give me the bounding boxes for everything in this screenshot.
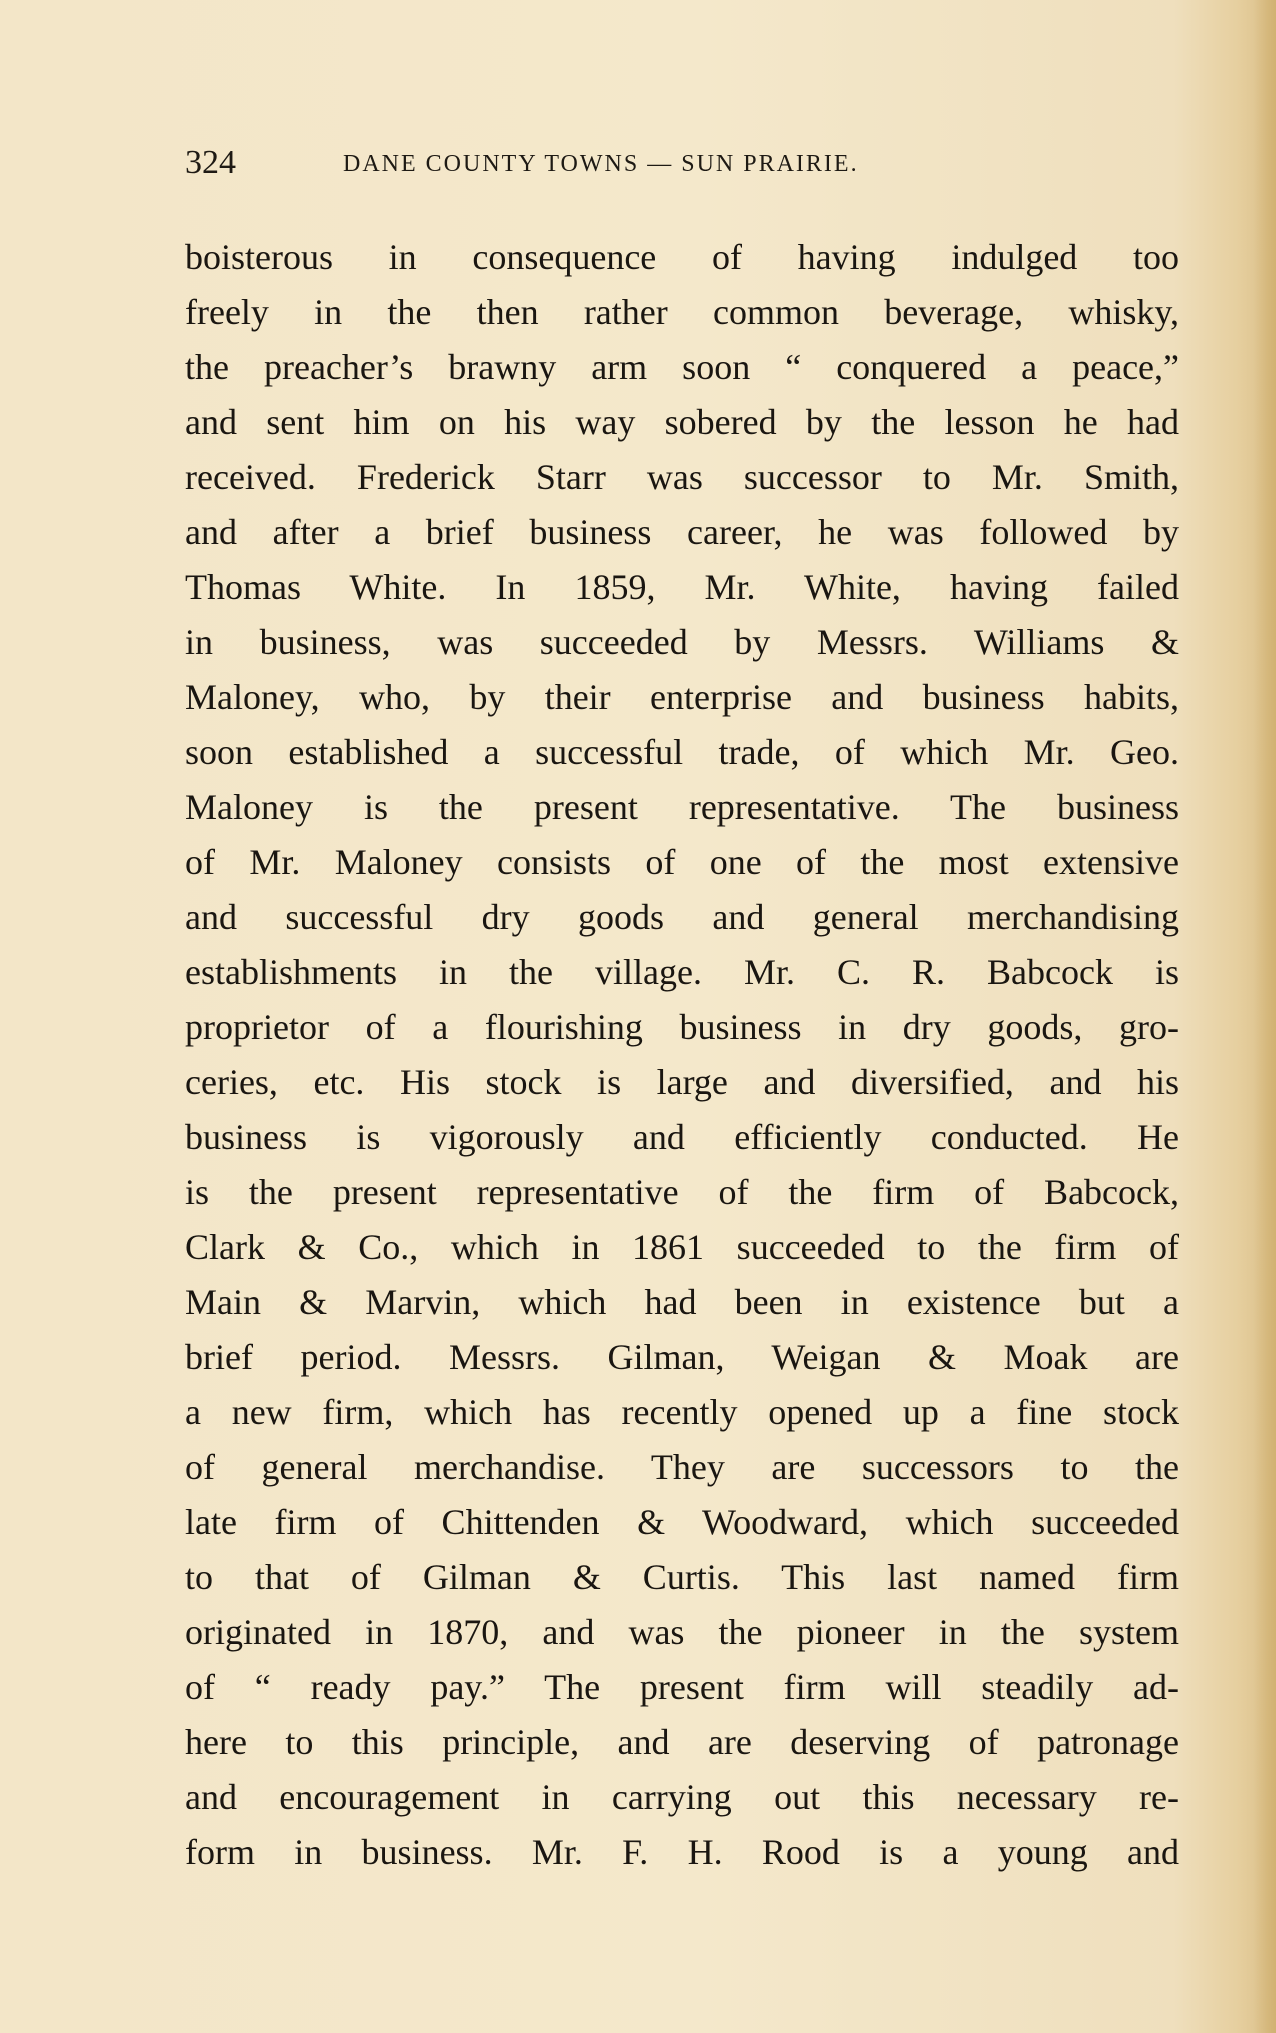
running-head-title: DANE COUNTY TOWNS — SUN PRAIRIE. xyxy=(343,151,859,177)
text-line: ceries, etc. His stock is large and diversified, and his xyxy=(185,1062,1179,1102)
text-line: received. Frederick Starr was successor to Mr. Smith, xyxy=(185,457,1179,497)
text-line: proprietor of a flourishing business in dry goods, gro- xyxy=(185,1007,1179,1047)
text-line: brief period. Messrs. Gilman, Weigan & Moak are xyxy=(185,1337,1179,1377)
text-line: Thomas White. In 1859, Mr. White, having failed xyxy=(185,567,1179,607)
text-line: a new firm, which has recently opened up a fine stock xyxy=(185,1392,1179,1432)
text-line: of Mr. Maloney consists of one of the most extensive xyxy=(185,842,1179,882)
text-line: business is vigorously and efficiently conducted. He xyxy=(185,1117,1179,1157)
text-line: of “ ready pay.” The present firm will steadily ad- xyxy=(185,1667,1179,1707)
text-line: soon established a successful trade, of which Mr. Geo. xyxy=(185,732,1179,772)
text-line: establishments in the village. Mr. C. R. Babcock is xyxy=(185,952,1179,992)
text-line: the preacher’s brawny arm soon “ conquered a peace,” xyxy=(185,347,1179,387)
text-line: is the present representative of the firm of Babcock, xyxy=(185,1172,1179,1212)
text-line: originated in 1870, and was the pioneer in the system xyxy=(185,1612,1179,1652)
running-head xyxy=(185,138,1185,188)
text-line: and after a brief business career, he was followed by xyxy=(185,512,1179,552)
text-line: boisterous in consequence of having indulged too xyxy=(185,237,1179,277)
text-line: and encouragement in carrying out this necessary re- xyxy=(185,1777,1179,1817)
text-line: freely in the then rather common beverage, whisky, xyxy=(185,292,1179,332)
page-edge-shadow xyxy=(1254,0,1276,2033)
text-line: form in business. Mr. F. H. Rood is a young and xyxy=(185,1832,1179,1872)
text-line: Clark & Co., which in 1861 succeeded to the firm of xyxy=(185,1227,1179,1267)
text-line: Main & Marvin, which had been in existence but a xyxy=(185,1282,1179,1322)
text-line: Maloney, who, by their enterprise and business habits, xyxy=(185,677,1179,717)
text-line: late firm of Chittenden & Woodward, which succeeded xyxy=(185,1502,1179,1542)
text-line: and successful dry goods and general merchandising xyxy=(185,897,1179,937)
text-line: to that of Gilman & Curtis. This last named firm xyxy=(185,1557,1179,1597)
text-line: of general merchandise. They are successors to the xyxy=(185,1447,1179,1487)
text-line: and sent him on his way sobered by the lesson he had xyxy=(185,402,1179,442)
text-line: Maloney is the present representative. The business xyxy=(185,787,1179,827)
text-line: in business, was succeeded by Messrs. Williams & xyxy=(185,622,1179,662)
body-text xyxy=(185,230,1179,1880)
text-line: here to this principle, and are deserving of patronage xyxy=(185,1722,1179,1762)
page-number: 324 xyxy=(185,144,236,181)
